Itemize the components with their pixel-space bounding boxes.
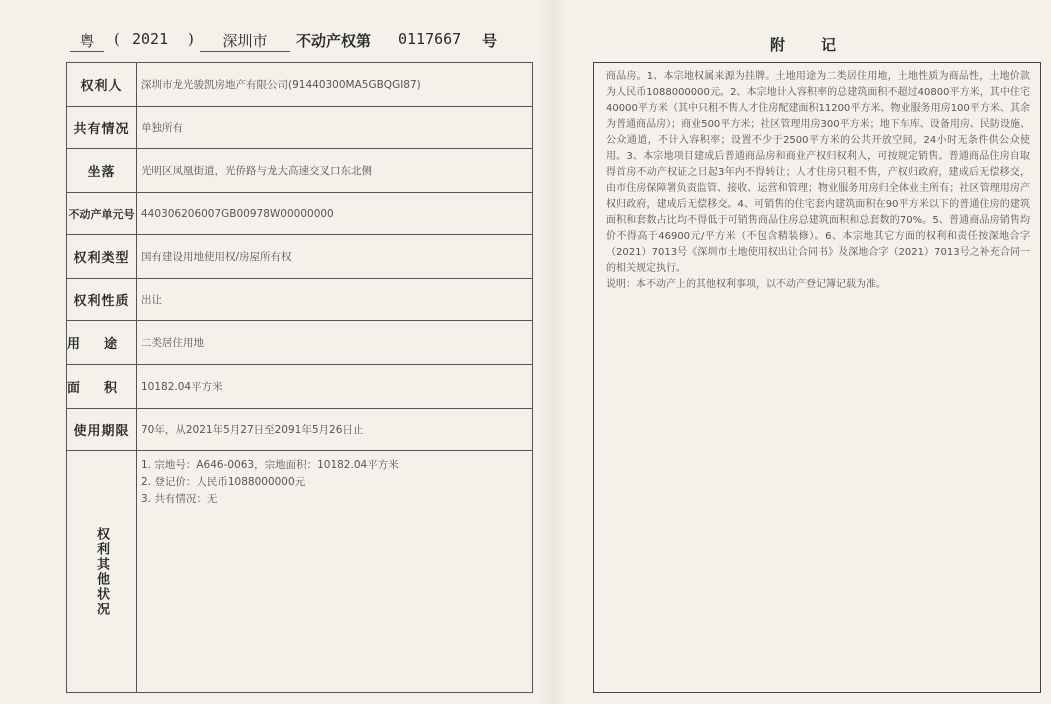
row-label: 使用期限 xyxy=(67,409,137,451)
row-label: 不动产单元号 xyxy=(67,193,137,235)
certificate-header xyxy=(70,30,530,54)
row-label: 权利性质 xyxy=(67,279,137,321)
row-value: 出让 xyxy=(137,279,533,321)
row-label: 权利类型 xyxy=(67,235,137,279)
page-fold xyxy=(540,0,565,704)
row-value: 单独所有 xyxy=(137,107,533,149)
table-row xyxy=(67,279,533,321)
row-label: 用途 xyxy=(67,321,137,365)
row-value: 二类居住用地 xyxy=(137,321,533,365)
row-label: 面积 xyxy=(67,365,137,409)
row-value: 440306206007GB00978W00000000 xyxy=(137,193,533,235)
other-status-line: 3. 共有情况：无 xyxy=(141,493,218,505)
fuji-box xyxy=(593,62,1041,693)
row-label: 共有情况 xyxy=(67,107,137,149)
table-row xyxy=(67,149,533,193)
fuji-note: 说明：本不动产上的其他权利事项，以不动产登记簿记载为准。 xyxy=(606,279,886,290)
cert-type-label: 不动产权第 xyxy=(296,32,372,50)
table-row xyxy=(67,409,533,451)
table-row xyxy=(67,365,533,409)
other-status-content xyxy=(137,451,533,693)
row-label: 权利人 xyxy=(67,63,137,107)
row-value: 10182.04平方米 xyxy=(137,365,533,409)
open-paren: ( xyxy=(114,30,120,48)
table-row xyxy=(67,107,533,149)
property-record-table xyxy=(66,62,533,693)
row-label: 坐落 xyxy=(67,149,137,193)
number-suffix: 号 xyxy=(482,32,498,50)
region-label: 粤 xyxy=(70,30,104,52)
other-status-line: 1. 宗地号：A646-0063，宗地面积：10182.04平方米 xyxy=(141,459,399,471)
table-row xyxy=(67,193,533,235)
table-row xyxy=(67,321,533,365)
row-value: 深圳市龙光骏凯房地产有限公司(91440300MA5GBQGI87) xyxy=(137,63,533,107)
fuji-title: 附记 xyxy=(770,36,873,54)
table-row xyxy=(67,63,533,107)
row-value: 国有建设用地使用权/房屋所有权 xyxy=(137,235,533,279)
right-page xyxy=(565,0,1051,704)
fuji-text: 商品房。1、本宗地权属来源为挂牌。土地用途为二类居住用地，土地性质为商品性，土地价款为人民币1088000000元。2、本宗地计入容积率的总建筑面积不超过40800平方米，其中住宅40000平方米（其中只租不售人才住房配建面积11200平方米、物业服务用房100平方米、其余为普通商品房）；商业500平方米；社区管理用房300平方米；地下车库、设备用房、民防设施、公众通道，不计入容积率；设置不少于2500平方米的公共开放空间，24小时无条件供公众使用。3、本宗地项目建成后普通商品房和商业产权归权利人，可按规定销售。普通商品住房自取得首房不动产权证之日起3年内不得转让；人才住房只租不售，产权归政府，建成后无偿移交，由市住房保障署负责监管、接收、运营和管理；物业服务用房归全体业主所有；社区管理用房产权归政府，建成后无偿移交。4、可销售的住宅套内建筑面积在90平方米以下的普通住房的建筑面积和套数占比均不得低于可销售商品住房总建筑面积和总套数的70%。5、普通商品房销售均价不得高于46900元/平方米（不包含精装修）。6、本宗地其它方面的权利和责任按深地合字（2021）7013号《深圳市土地使用权出让合同书》及深地合字（2021）7013号之补充合同一的相关规定执行。 xyxy=(606,71,1030,274)
city-label: 深圳市 xyxy=(200,30,290,52)
row-value: 光明区凤凰街道，光侨路与龙大高速交叉口东北侧 xyxy=(137,149,533,193)
table-row xyxy=(67,451,533,693)
table-row xyxy=(67,235,533,279)
close-paren: ) xyxy=(188,30,194,48)
row-value: 70年，从2021年5月27日至2091年5月26日止 xyxy=(137,409,533,451)
other-status-line: 2. 登记价：人民币1088000000元 xyxy=(141,476,306,488)
cert-number: 0117667 xyxy=(398,30,462,48)
year-label: 2021 xyxy=(132,30,169,48)
other-status-label: 权利其他状况 xyxy=(67,451,137,693)
